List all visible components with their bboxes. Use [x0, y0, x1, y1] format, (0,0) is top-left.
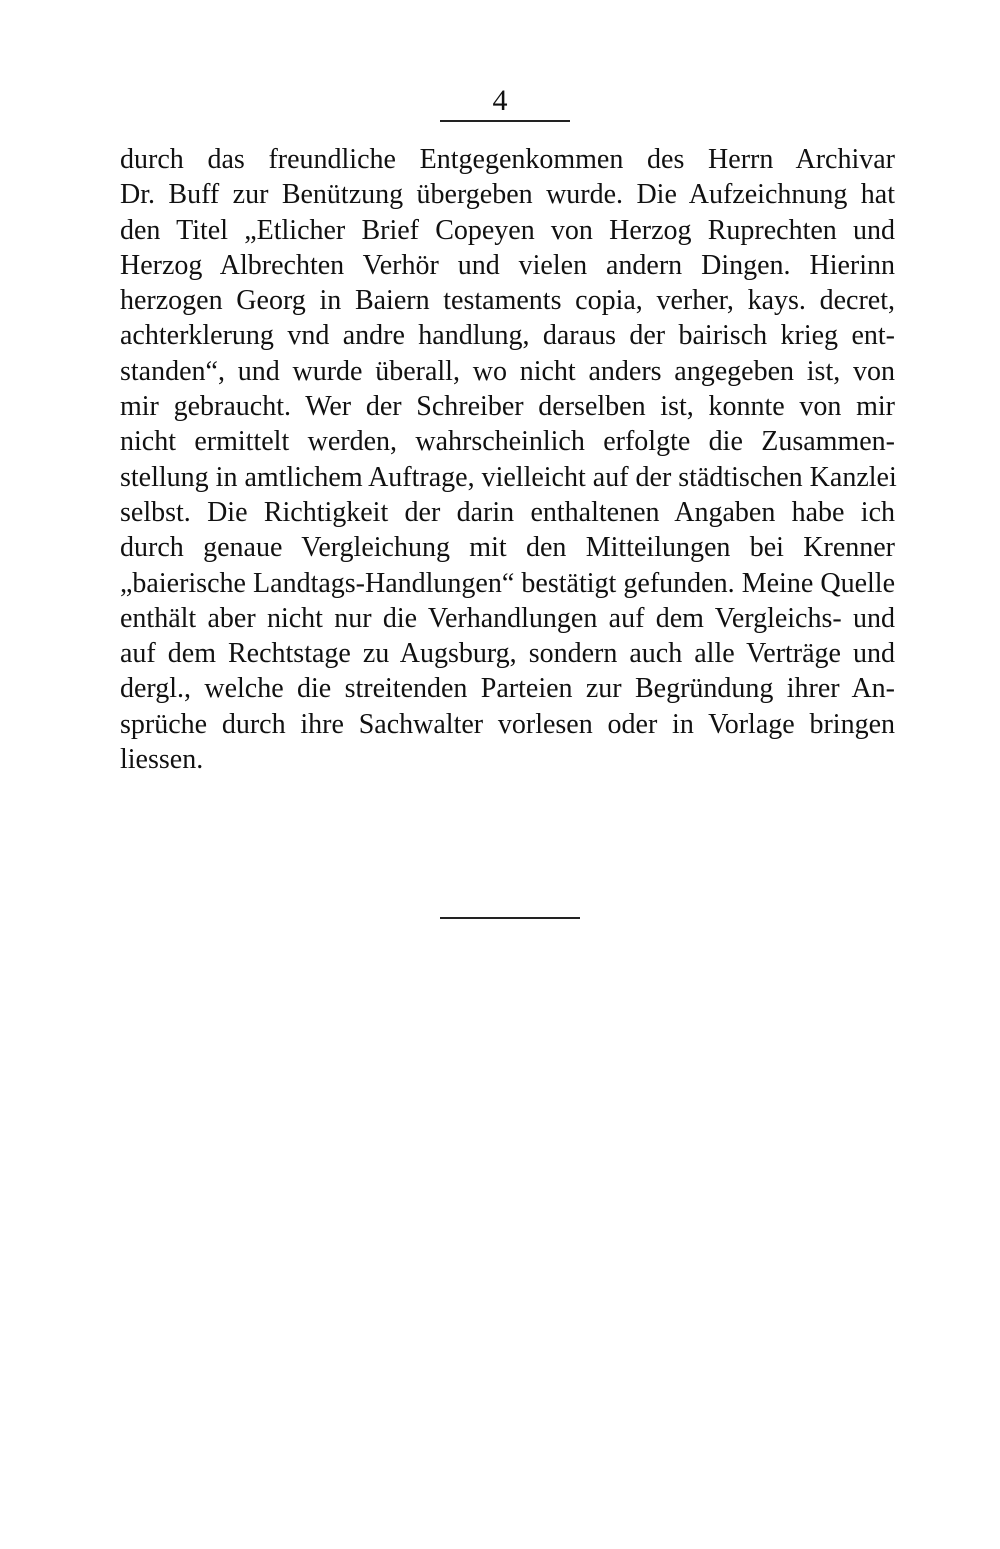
- text-line: dergl., welche die streitenden Parteien zur Begründung ihrer An-: [120, 673, 895, 705]
- text-line: standen“, und wurde überall, wo nicht anders angegeben ist, von: [120, 355, 895, 387]
- text-line: durch genaue Vergleichung mit den Mitteilungen bei Krenner: [120, 532, 895, 564]
- page-number: 4: [492, 84, 508, 117]
- text-line: enthält aber nicht nur die Verhandlungen auf dem Vergleichs- und: [120, 602, 895, 634]
- text-line: herzogen Georg in Baiern testaments copia, verher, kays. decret,: [120, 285, 895, 317]
- text-line: liessen.: [120, 744, 204, 776]
- text-line: stellung in amtlichem Auftrage, vielleicht auf der städtischen Kanzlei: [120, 461, 897, 493]
- text-line: nicht ermittelt werden, wahrscheinlich erfolgte die Zusammen-: [120, 426, 895, 458]
- text-line: auf dem Rechtstage zu Augsburg, sondern auch alle Verträge und: [120, 638, 895, 670]
- text-line: Dr. Buff zur Benützung übergeben wurde. Die Aufzeichnung hat: [120, 179, 895, 211]
- text-line: mir gebraucht. Wer der Schreiber derselben ist, konnte von mir: [120, 391, 895, 423]
- text-line: „baierische Landtags-Handlungen“ bestätigt gefunden. Meine Quelle: [120, 567, 895, 599]
- text-line: den Titel „Etlicher Brief Copeyen von Herzog Ruprechten und: [120, 214, 895, 246]
- footer-rule: [440, 917, 580, 919]
- header-rule: [440, 120, 570, 122]
- text-line: selbst. Die Richtigkeit der darin enthaltenen Angaben habe ich: [120, 496, 895, 528]
- text-line: Herzog Albrechten Verhör und vielen andern Dingen. Hierinn: [120, 249, 895, 281]
- text-line: achterklerung vnd andre handlung, daraus der bairisch krieg ent-: [120, 320, 895, 352]
- text-line: durch das freundliche Entgegenkommen des Herrn Archivar: [120, 144, 895, 175]
- text-line: sprüche durch ihre Sachwalter vorlesen oder in Vorlage bringen: [120, 708, 895, 740]
- body-text: [120, 142, 895, 777]
